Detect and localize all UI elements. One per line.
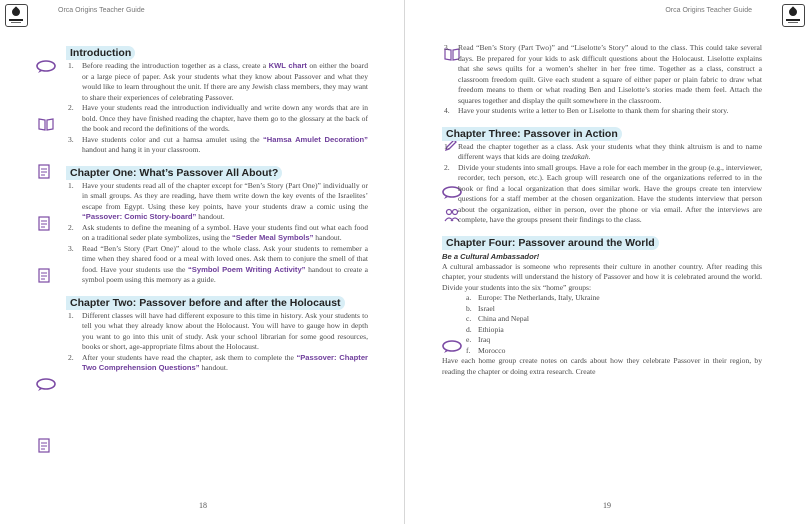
subheading: Be a Cultural Ambassador! [442,251,540,261]
item-number: 1. [68,310,74,320]
list-item [66,244,368,286]
handout-link[interactable]: KWL chart [268,61,307,70]
list-item [66,353,368,374]
section [442,124,762,226]
list-item [66,61,368,103]
group-letter: f. [466,345,471,355]
numbered-list [66,61,368,156]
list-item [442,43,762,106]
item-text: Ask students to define the meaning of a symbol. Have your students find out what each food on a traditional seder plate symbolizes, using the [82,222,368,242]
section [66,293,368,374]
paragraph-outro: Have each home group create notes on cards about how they celebrate Passover in their region, by reading the chapter or doing extra research. Create [442,356,762,376]
italic-term: tzedakah [561,152,589,161]
group-list [442,293,762,356]
item-number: 1. [444,141,450,151]
worksheet-icon [38,438,52,454]
group-text: Europe: The Netherlands, Italy, Ukraine [478,293,600,302]
list-item [66,103,368,135]
group-item [464,314,762,325]
list-item [66,135,368,156]
group-item [464,304,762,315]
numbered-list [442,43,762,117]
list-item [66,311,368,353]
handout-link[interactable]: “Hamsa Amulet Decoration” [262,134,368,144]
running-header: Orca Origins Teacher Guide [665,7,752,14]
item-text: Before reading the introduction together as a class, create a [82,61,269,70]
item-text: Read “Ben’s Story (Part Two)” and “Liselotte’s Story” aloud to the class. This could take several days. Be prepared for your kids to ask difficult questions about the Holocaust. Liselotte explains that she sews quilts for a women’s shelter in her free time. Together as a class, construct a classroom freedom quilt. Give each student a square of either paper or plain fabric to draw what freedom means to them or what reading Ben and Liselotte’s stories made them feel. Attach the squares together and display the quilt somewhere in the classroom. [458,43,762,105]
item-number: 4. [444,106,450,115]
list-item [442,106,762,117]
item-number: 1. [68,180,74,190]
page-number: 18 [199,501,207,510]
item-text: handout. [196,212,225,221]
group-text: China and Nepal [478,314,530,323]
right-page [406,0,810,524]
group-item [464,335,762,346]
worksheet-icon [38,216,52,232]
handout-link[interactable]: “Passover: Chapter Two Comprehension Questions” [82,352,368,372]
item-number: 3. [444,43,450,52]
section-heading: Chapter One: What’s Passover All About? [66,166,282,180]
item-text: Have students color and cut a hamsa amulet using the [82,134,263,144]
left-page-content [66,43,368,381]
section [442,233,762,378]
speech-bubble-icon [36,60,56,74]
section-heading: Chapter Three: Passover in Action [442,127,622,141]
speech-bubble-icon [36,378,56,392]
group-item [464,346,762,357]
list-item [66,223,368,244]
right-page-content [442,43,762,384]
item-text: Different classes will have had different exposure to this time in history. Ask your students to tell you what they already know about the Holocaust. You will have to gauge how in depth you want to go into this unit of study. Ask your school librarian for some good resources, books or short, age-appropriate films about the Holocaust. [82,310,368,351]
numbered-list [66,181,368,286]
item-text: Divide your students into small groups. Have a role for each member in the group (e.g., interviewer, recorder, tech person, etc.). Each group will research one of the organizations referred to in the book or find a local organization that does similar work. Have the groups create ten interview questions for a staff member at the chosen organization. Have the students interview that person about the organization, either in person, over the phone or via email. After the interviews are complete, have the groups present their findings to the class. [458,162,762,224]
item-text: handout. [199,363,228,372]
section-continued [442,43,762,117]
section [66,43,368,156]
item-text: Read “Ben’s Story (Part One)” aloud to the whole class. Ask your students to remember a time when they shared food or a meal with loved ones. Ask them to conjure the smell of that food. Have your students use the [82,243,368,274]
list-item [66,181,368,223]
item-text: handout and hang it in your classroom. [82,145,201,154]
orca-logo-icon [782,4,805,27]
section-heading: Chapter Two: Passover before and after the Holocaust [66,296,345,310]
item-text: After your students have read the chapter, ask them to complete the [82,352,297,362]
worksheet-icon [38,268,52,284]
item-text: Have your students read all of the chapter except for “Ben’s Story (Part One)” individually or in small groups. As they are reading, have them write down the key events of the Israelites’ escape from Egypt. Using these key points, have your students draw a comic using the [82,180,368,211]
group-text: Morocco [478,345,506,355]
item-number: 2. [68,103,74,112]
item-text: Read the chapter together as a class. Ask your students what they think altruism is and to name different ways that kids are doing [458,141,762,161]
group-letter: d. [466,324,472,334]
group-item [464,325,762,336]
handout-link[interactable]: “Passover: Comic Story-board” [82,212,197,221]
group-letter: c. [466,314,472,323]
list-item [442,163,762,226]
item-text: Have your students write a letter to Ben or Liselotte to thank them for sharing their story. [458,106,729,115]
group-item [464,293,762,304]
list-item [442,142,762,163]
group-text: Iraq [478,335,491,344]
item-number: 2. [68,352,74,362]
numbered-list [66,311,368,374]
item-number: 2. [68,222,74,232]
running-header: Orca Origins Teacher Guide [58,7,145,14]
item-number: 3. [68,134,74,144]
numbered-list [442,142,762,226]
item-text: handout to create a symbol poem using this memory as a guide. [82,264,368,284]
group-text: Ethiopia [478,324,504,334]
book-icon [38,117,54,131]
worksheet-icon [38,164,52,180]
paragraph-intro: A cultural ambassador is someone who represents their culture in another country. After reading this chapter, your students will understand the history of Passover and how it is celebrated around the world. Divide your students into the six “home” groups: [442,261,762,292]
handout-link[interactable]: “Symbol Poem Writing Activity” [188,264,306,274]
item-text: handout. [313,233,342,242]
page-number: 19 [603,501,611,510]
group-text: Israel [478,303,495,313]
item-number: 2. [444,162,450,172]
section-heading: Chapter Four: Passover around the World [442,236,659,250]
handout-link[interactable]: “Seder Meal Symbols” [231,233,314,242]
item-number: 3. [68,243,74,253]
item-text: . [588,152,591,161]
item-text: on either the board or a large piece of paper. Ask your students what they know about Passover and what they would like to learn throughout the unit. If there are any Jewish class members, they may want to share their experiences of celebrating Passover. [82,61,368,102]
group-letter: b. [466,303,472,313]
group-letter: a. [466,293,472,302]
orca-logo-icon [5,4,28,27]
item-number: 1. [68,61,74,70]
section-heading: Introduction [66,46,135,60]
group-letter: e. [466,335,472,344]
item-text: Have your students read the introduction individually and write down any words that are in bold. Once they have finished reading the chapter, have them go to the glossary at the back of the book and record the definitions of the words. [82,103,368,133]
section [66,163,368,286]
